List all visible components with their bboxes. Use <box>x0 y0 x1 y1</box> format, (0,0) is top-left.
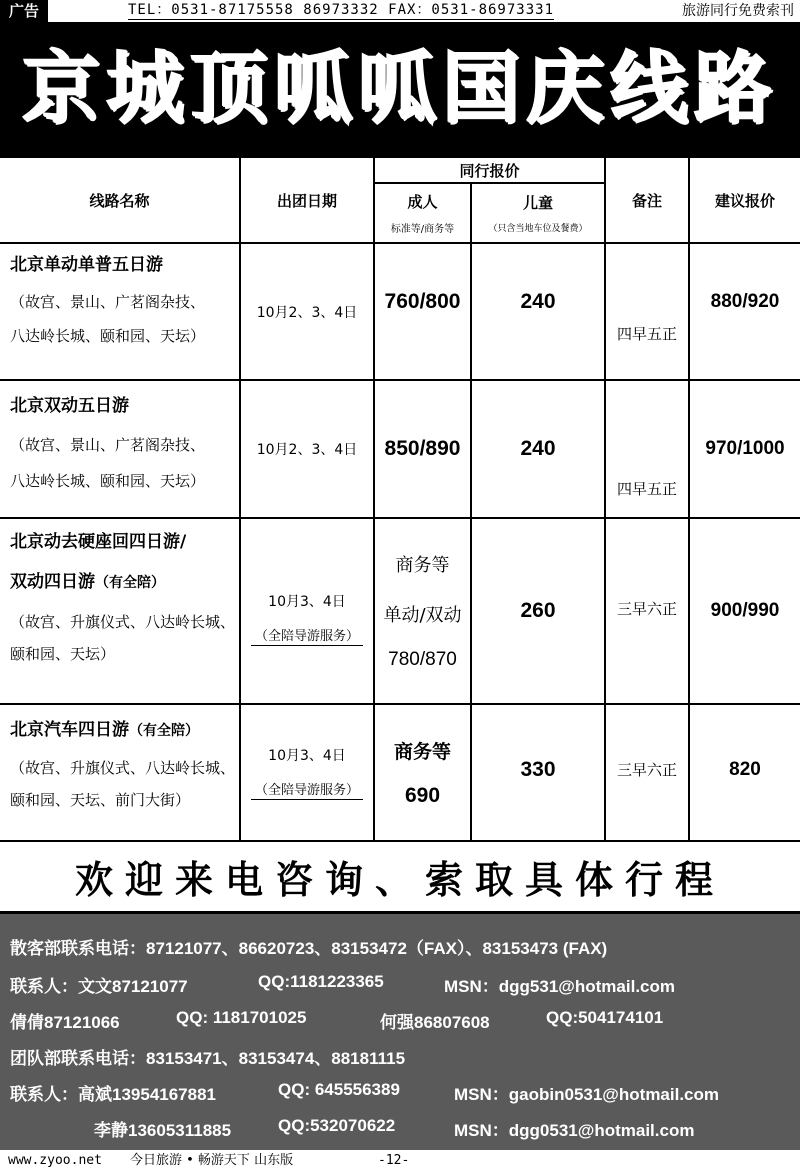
route-title-line2 <box>10 571 239 594</box>
banner-title: 京城顶呱呱国庆线路 <box>21 44 778 134</box>
route-escort-tag: （有全陪） <box>129 723 199 739</box>
route-detail: （故宫、升旗仪式、八达岭长城、 <box>10 613 236 631</box>
remark-cell: 四早五正 <box>606 244 690 381</box>
adult-price: 760/800 <box>375 244 472 381</box>
contact-person: 联系人：文文87121077 <box>10 977 188 996</box>
adult-price <box>375 519 472 705</box>
suggest-price: 880/920 <box>690 244 800 381</box>
top-slogan: 旅游同行免费索刊 <box>682 3 794 19</box>
suggest-price: 970/1000 <box>690 381 800 519</box>
route-title-2: 双动四日游 <box>10 572 95 592</box>
header-adult-label: 成人 <box>407 193 438 211</box>
price-table <box>0 156 800 842</box>
route-title-line <box>10 719 239 742</box>
welcome-banner: 欢迎来电咨询、索取具体行程 <box>0 842 800 914</box>
ad-tag: 广告 <box>0 0 48 22</box>
contact-qq: QQ: 1181701025 <box>176 1008 307 1027</box>
header-child-label: 儿童 <box>522 194 553 212</box>
date-cell <box>241 519 375 705</box>
route-cell <box>0 519 241 705</box>
adult-class: 商务等 <box>395 555 450 576</box>
route-title: 北京动去硬座回四日游/ <box>10 532 187 552</box>
header-route: 线路名称 <box>0 158 241 244</box>
contact-line-retail: 散客部联系电话：87121077、86620723、83153472（FAX）、83153473 (FAX) <box>10 939 608 958</box>
escort-note: （全陪导游服务） <box>251 779 363 800</box>
route-detail: 八达岭长城、颐和园、天坛） <box>10 327 206 345</box>
child-price: 330 <box>472 705 606 842</box>
header-date: 出团日期 <box>241 158 375 244</box>
remark-cell: 三早六正 <box>606 519 690 705</box>
header-child-sub: （只含当地车位及餐费） <box>488 224 588 234</box>
remark-cell: 四早五正 <box>606 381 690 519</box>
contact-qq: QQ:532070622 <box>278 1116 396 1135</box>
route-title: 北京双动五日游 <box>10 396 129 416</box>
header-child <box>472 184 606 244</box>
top-contact-line: TEL：0531-87175558 86973332 FAX：0531-86973331 <box>128 2 555 18</box>
suggest-price: 900/990 <box>690 519 800 705</box>
header-peer-price: 同行报价 <box>375 158 606 184</box>
title-banner <box>0 22 800 156</box>
header-remark: 备注 <box>606 158 690 244</box>
page-footer <box>0 1150 800 1171</box>
contact-person: 倩倩87121066 <box>10 1013 120 1032</box>
contact-msn: MSN：dgg0531@hotmail.com <box>454 1121 695 1140</box>
date-cell: 10月2、3、4日 <box>241 244 375 381</box>
route-detail: 颐和园、天坛） <box>10 645 116 663</box>
route-detail: （故宫、景山、广茗阁杂技、 <box>10 436 206 454</box>
contact-msn: MSN：dgg531@hotmail.com <box>444 977 675 996</box>
footer-url: www.zyoo.net <box>8 1153 102 1168</box>
adult-train-type: 单动/双动 <box>383 605 462 626</box>
child-price: 260 <box>472 519 606 705</box>
footer-slogan: 今日旅游 • 畅游天下 山东版 <box>130 1153 294 1168</box>
page-number: -12- <box>378 1153 410 1168</box>
route-detail: （故宫、景山、广茗阁杂技、 <box>10 293 206 311</box>
suggest-price: 820 <box>690 705 800 842</box>
route-detail: 颐和园、天坛、前门大街） <box>10 791 191 809</box>
child-price: 240 <box>472 381 606 519</box>
contact-qq: QQ:504174101 <box>546 1008 664 1027</box>
route-cell <box>0 705 241 842</box>
date-text: 10月3、4日 <box>268 593 346 610</box>
route-title: 北京单动单普五日游 <box>10 255 163 275</box>
date-cell <box>241 705 375 842</box>
route-cell <box>0 244 241 381</box>
contact-line-group: 团队部联系电话：83153471、83153474、88181115 <box>10 1049 406 1068</box>
contact-block <box>0 914 800 1150</box>
adult-price: 850/890 <box>375 381 472 519</box>
contact-person: 联系人：高斌13954167881 <box>10 1085 217 1104</box>
contact-qq: QQ:1181223365 <box>258 972 384 991</box>
top-bar <box>0 0 800 22</box>
contact-person: 何强86807608 <box>380 1013 490 1032</box>
date-cell: 10月2、3、4日 <box>241 381 375 519</box>
adult-price <box>375 705 472 842</box>
date-text: 10月3、4日 <box>268 748 346 764</box>
contact-qq: QQ: 645556389 <box>278 1080 400 1099</box>
remark-cell: 三早六正 <box>606 705 690 842</box>
route-title: 北京汽车四日游 <box>10 720 129 740</box>
contact-person: 李静13605311885 <box>94 1121 232 1140</box>
header-suggest: 建议报价 <box>690 158 800 244</box>
route-detail: （故宫、升旗仪式、八达岭长城、 <box>10 759 236 777</box>
escort-note: （全陪导游服务） <box>251 625 363 646</box>
route-detail: 八达岭长城、颐和园、天坛） <box>10 472 206 490</box>
child-price: 240 <box>472 244 606 381</box>
adult-class: 商务等 <box>393 741 451 763</box>
header-adult <box>375 184 472 244</box>
header-adult-sub: 标准等/商务等 <box>390 224 455 235</box>
adult-price-value: 690 <box>404 784 441 807</box>
route-cell <box>0 381 241 519</box>
adult-price-value: 780/870 <box>388 649 457 670</box>
route-escort-tag: （有全陪） <box>95 575 165 591</box>
contact-msn: MSN：gaobin0531@hotmail.com <box>454 1085 720 1104</box>
